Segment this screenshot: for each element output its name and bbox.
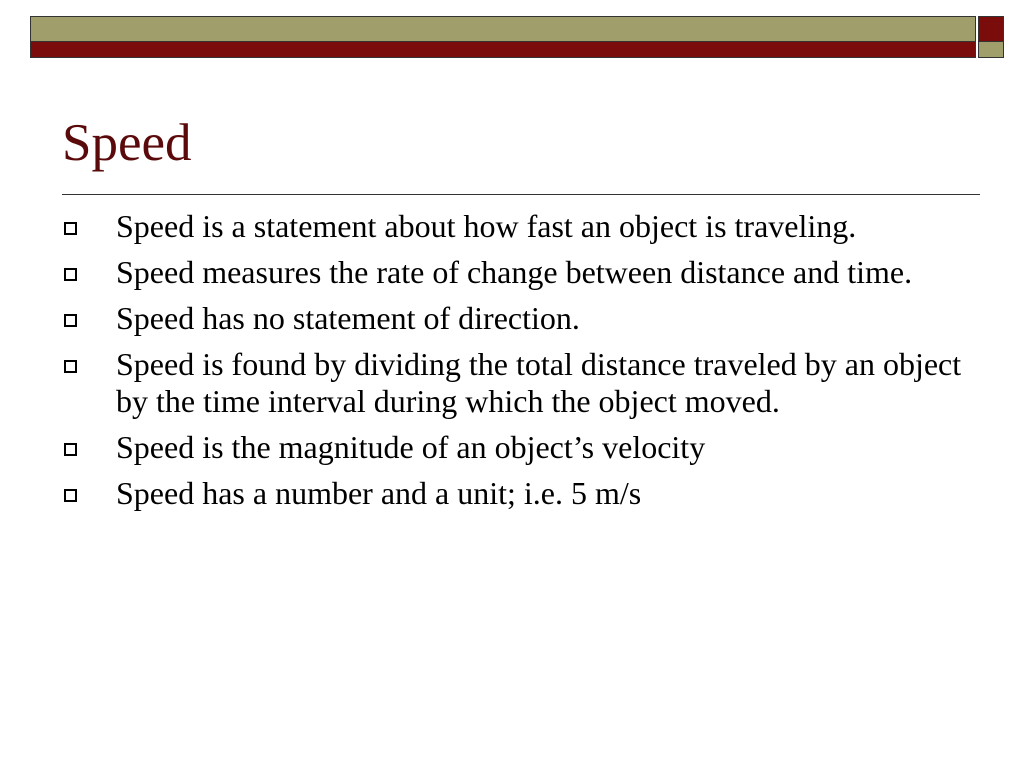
bullet-item — [64, 346, 974, 420]
bullet-item — [64, 254, 974, 291]
hollow-square-bullet-icon — [64, 489, 77, 502]
header-square-olive — [978, 42, 1004, 58]
hollow-square-bullet-icon — [64, 222, 77, 235]
header-square-maroon — [978, 16, 1004, 42]
bullet-item — [64, 208, 974, 245]
header-bar-maroon — [30, 42, 976, 58]
bullet-text: Speed has a number and a unit; i.e. 5 m/s — [116, 475, 642, 511]
bullet-list — [64, 208, 974, 521]
hollow-square-bullet-icon — [64, 360, 77, 373]
bullet-text: Speed has no statement of direction. — [116, 300, 580, 336]
slide-title: Speed — [62, 114, 192, 172]
bullet-text: Speed is a statement about how fast an object is traveling. — [116, 208, 857, 244]
bullet-item — [64, 300, 974, 337]
bullet-item — [64, 475, 974, 512]
bullet-item — [64, 429, 974, 466]
title-divider — [62, 194, 980, 195]
bullet-text: Speed measures the rate of change between distance and time. — [116, 254, 913, 290]
hollow-square-bullet-icon — [64, 314, 77, 327]
header-bar-olive — [30, 16, 976, 42]
bullet-text: Speed is found by dividing the total distance traveled by an object by the time interval during which the object moved. — [116, 346, 962, 419]
bullet-text: Speed is the magnitude of an object’s velocity — [116, 429, 706, 465]
hollow-square-bullet-icon — [64, 268, 77, 281]
hollow-square-bullet-icon — [64, 443, 77, 456]
